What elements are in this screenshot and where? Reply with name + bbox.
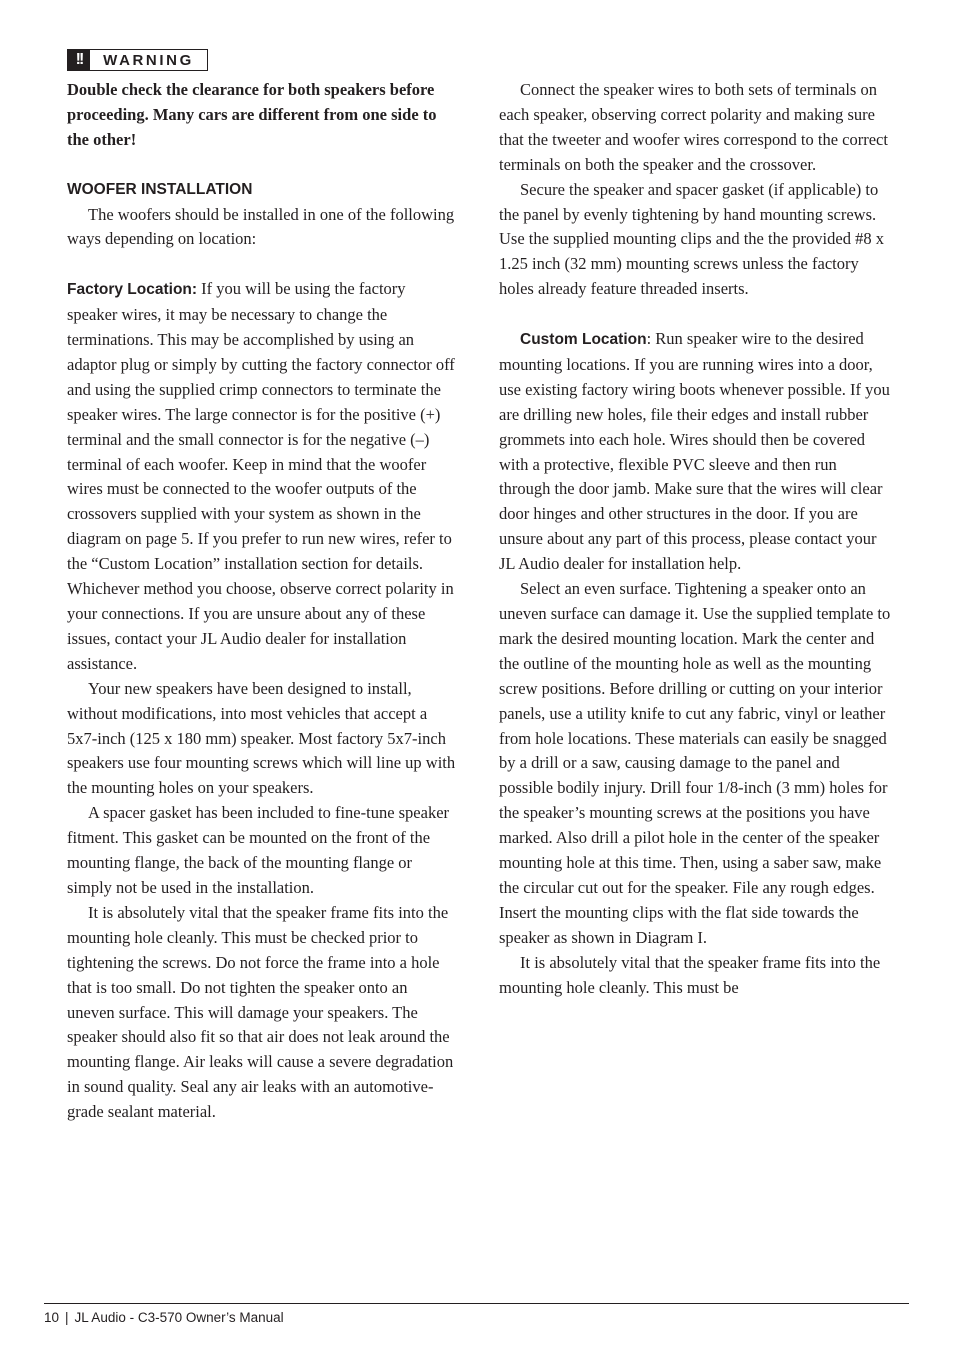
- right-column: [499, 78, 891, 1001]
- warning-label-text: WARNING: [103, 51, 194, 69]
- warning-text: Double check the clearance for both speakers before proceeding. Many cars are different from one side to the other!: [67, 80, 437, 149]
- select-surface-paragraph: Select an even surface. Tightening a speaker onto an uneven surface can damage it. Use the supplied template to mark the desired mounting location. Mark the center and the outline of the mounting hole as well as the mounting screw positions. Before drilling or cutting on your interior panels, use a utility knife to cut any fabric, vinyl or leather from hole locations. These materials can easily be snagged by a drill or a saw, causing damage to the panel and possible bodily injury. Drill four 1/8-inch (3 mm) holes for the speaker’s mounting screws at the positions you have marked. Also drill a pilot hole in the center of the speaker mounting hole at this time. Then, using a saber saw, make the circular cut out for the speaker. File any rough edges. Insert the mounting clips with the flat side towards the speaker as shown in Diagram I.: [499, 579, 891, 947]
- factory-location-paragraph: [67, 277, 459, 677]
- secure-speaker-paragraph: Secure the speaker and spacer gasket (if applicable) to the panel by evenly tightening by hand mounting screws. Use the supplied mounting clips and the the provided #8 x 1.25 inch (32 mm) mounting screws unless the factory holes already feature threaded inserts.: [499, 179, 884, 299]
- custom-location-text: : Run speaker wire to the desired mounting locations. If you are running wires into a door, use existing factory wiring boots whenever possible. If you are drilling new holes, file their edges and install rubber grommets into each hole. Wires should then be covered with a protective, flexible PVC sleeve and then run through the door jamb. Make sure that the wires will clear door hinges and other structures in the door. If you are unsure about any part of this process, please contact your JL Audio dealer for installation help.: [499, 329, 890, 574]
- warning-label: [67, 49, 208, 71]
- footer-title: JL Audio - C3-570 Owner’s Manual: [74, 1310, 284, 1325]
- speaker-design-paragraph: Your new speakers have been designed to install, without modifications, into most vehicles that accept a 5x7-inch (125 x 180 mm) speaker. Most factory 5x7-inch speakers use four mounting screws which will line up with the mounting holes on your speakers.: [67, 678, 456, 798]
- connect-wires-paragraph: Connect the speaker wires to both sets of terminals on each speaker, observing correct polarity and making sure that the tweeter and woofer wires correspond to the correct terminals on both the speaker and the crossover.: [499, 80, 888, 174]
- footer-divider: [44, 1303, 909, 1304]
- spacer-gasket-paragraph: A spacer gasket has been included to fine-tune speaker fitment. This gasket can be mounted on the front of the mounting flange, the back of the mounting flange or simply not be used in the installation.: [67, 803, 450, 897]
- frame-fit-paragraph: It is absolutely vital that the speaker frame fits into the mounting hole cleanly. This must be checked prior to tightening the screws. Do not force the frame into a hole that is too small. Do not tighten the speaker onto an uneven surface. This will damage your speakers. The speaker should also fit so that air does not leak around the mounting flange. Air leaks will cause a severe degradation in sound quality. Seal any air leaks with an automotive-grade sealant material.: [67, 902, 454, 1122]
- woofer-intro-paragraph: The woofers should be installed in one of the following ways depending on location:: [67, 204, 455, 249]
- page-footer: [44, 1310, 284, 1325]
- factory-location-label: Factory Location:: [67, 281, 198, 299]
- woofer-installation-heading: WOOFER INSTALLATION: [67, 180, 253, 198]
- custom-location-paragraph: [499, 327, 891, 577]
- left-column: [67, 78, 459, 1125]
- double-exclamation-icon: !!: [68, 50, 90, 70]
- footer-separator: |: [65, 1310, 69, 1325]
- frame-fit-continued-paragraph: It is absolutely vital that the speaker frame fits into the mounting hole cleanly. This must be: [499, 952, 881, 997]
- custom-location-label: Custom Location: [520, 331, 647, 349]
- page-number: 10: [44, 1310, 60, 1325]
- factory-location-text: If you will be using the factory speaker wires, it may be necessary to change the terminations. This may be accomplished by using an adaptor plug or simply by cutting the factory connector off and using the supplied crimp connectors to terminate the speaker wires. The large connector is for the positive (+) terminal and the small connector is for the negative (–) terminal of each woofer. Keep in mind that the woofer wires must be connected to the woofer outputs of the crossovers supplied with your system as shown in the diagram on page 5. If you prefer to run new wires, refer to the “Custom Location” installation section for details. Whichever method you choose, observe correct polarity in your connections. If you are unsure about any of these issues, contact your JL Audio dealer for installation assistance.: [67, 279, 455, 673]
